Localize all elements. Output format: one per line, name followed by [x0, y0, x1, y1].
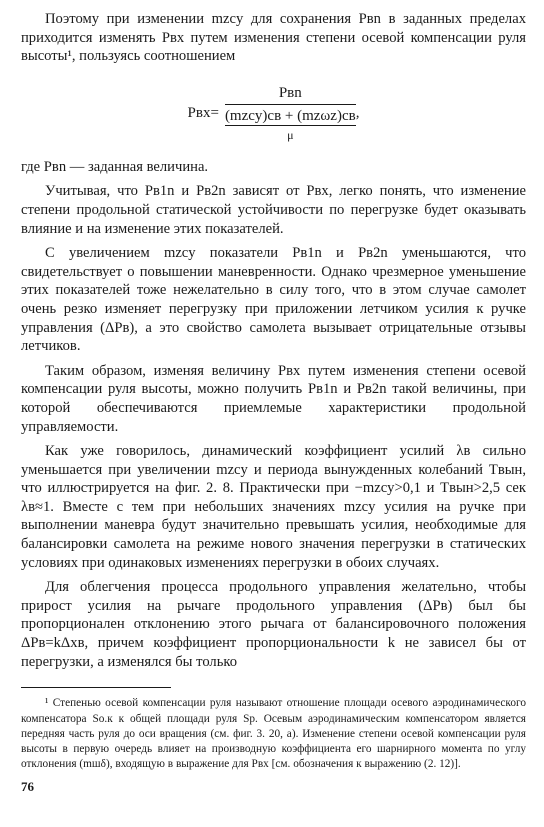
formula-denominator — [225, 105, 356, 143]
formula-trailing-comma: , — [355, 105, 360, 122]
footnote: ¹ Степенью осевой компенсации руля называют отношение площади осевого аэродинамического компенсатора Sо.к к общей площади руля Sр. Осевым аэродинамическим компенсатором является передняя часть руля до оси вращения (см. фиг. 3. 20, а). Изменение степени осевой компенсации руля высоты в первую очередь влияет на производную коэффициента его шарнирного момента по углу отклонения (mшδ), входящую в выражение для Pвx [см. обозначения к выражению (2. 12)]. — [21, 697, 526, 771]
inner-fraction — [225, 108, 356, 143]
formula-lhs: Pвx= — [187, 105, 219, 122]
paragraph-3: С увеличением mzcy показатели Pв1n и Pв2n уменьшаются, что свидетельствует о повышении маневренности. Однако чрезмерное уменьшение этих показателей тоже нежелательно в силу того, что в этом случае самолет очень резко изменяет перегрузку при приложении летчиком усилия к ручке управления (ΔPв), а это свойство самолета вызывает отрицательные отзывы летчиков. — [21, 245, 526, 355]
page-number: 76 — [21, 778, 34, 794]
formula — [21, 76, 526, 152]
formula-fraction — [225, 85, 356, 143]
paragraph-1: Поэтому при изменении mzcy для сохранения Pвn в заданных пределах приходится изменять Pвx путем изменения степени осевой компенсации руля высоты¹, пользуясь соотношением — [21, 11, 526, 65]
formula-numerator: Pвn — [278, 84, 302, 101]
paragraph-2: Учитывая, что Pв1n и Pв2n зависят от Pвx, легко понять, что изменение степени продольной статической устойчивости по перегрузке будет оказывать влияние и на изменение этих показателей. — [21, 183, 526, 237]
paragraph-6: Для облегчения процесса продольного управления желательно, чтобы прирост усилия на рычаге продольного управления (ΔPв) был бы пропорционален отклонению этого рычага от балансировочного положения ΔPв=kΔxв, причем коэффициент пропорциональности k не зависел бы от перегрузки, а изменялся бы только — [21, 579, 526, 670]
formula-mu: μ — [287, 127, 294, 142]
paragraph-5: Как уже говорилось, динамический коэффициент усилий λв сильно уменьшается при увеличении mzcy и периода вынужденных колебаний Tвын, что иллюстрируется на фиг. 2. 8. Практически при −mzcy>0,1 и Tвын>2,5 сек λв≈1. Вместе с тем при небольших значениях mzcy усилия на ручке при выполнении маневра будут значительно превышать усилия, необходимые для балансировки самолета на режиме нового значения перегрузки в статических условиях при одинаковых изменениях перегрузки в обоих случаях. — [21, 443, 526, 571]
inner-numerator: (mzcy)св + (mzωz)св — [224, 107, 356, 124]
document-page — [21, 10, 526, 795]
where-line: где Pвn — заданная величина. — [21, 158, 209, 175]
footnote-rule — [21, 687, 171, 688]
paragraph-4: Таким образом, изменяя величину Pвx путем изменения степени осевой компенсации руля высоты, можно получить Pв1n и Pв2n такой величины, при которой обеспечиваются приемлемые характеристики продольной управляемости. — [21, 362, 526, 435]
